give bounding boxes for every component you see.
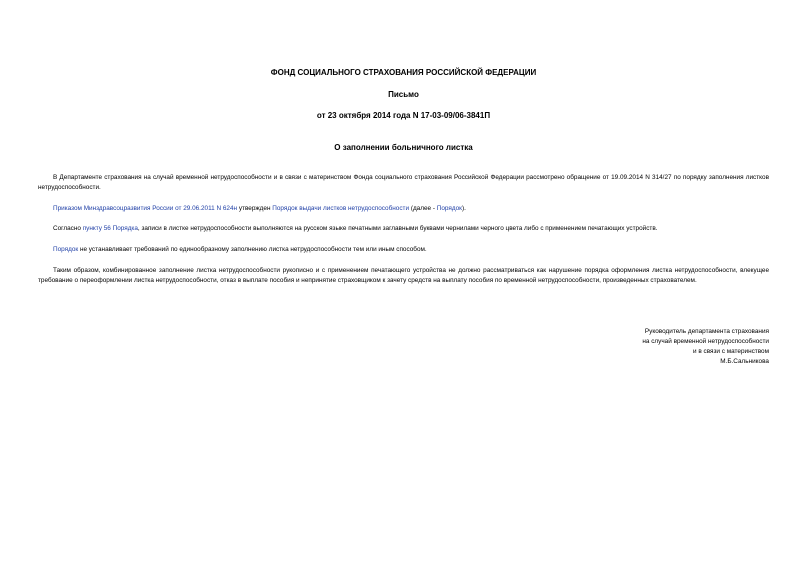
- paragraph-1: В Департаменте страхования на случай временной нетрудоспособности и в связи с материнством Фонда социального страхования Российской Федерации рассмотрено обращение от 19.09.2014 N 314/27 по порядку заполнения листков нетрудоспособности.: [38, 174, 769, 191]
- paragraph-2: [38, 204, 769, 214]
- signature-line-2: на случай временной нетрудоспособности: [642, 338, 769, 345]
- paragraph-3-text-2: , записи в листке нетрудоспособности выполняются на русском языке печатными заглавными буквами чернилами черного цвета либо с применением печатающих устройств.: [137, 225, 658, 232]
- signature-line-1: Руководитель департамента страхования: [644, 328, 769, 335]
- link-procedure-2[interactable]: Порядок: [53, 246, 79, 253]
- paragraph-2-text-1: утвержден: [237, 205, 273, 212]
- link-procedure-issuance[interactable]: Порядок выдачи листков нетрудоспособности: [272, 205, 410, 212]
- link-order-624n[interactable]: Приказом Минздравсоцразвития России от 29.06.2011 N 624н: [53, 205, 238, 212]
- link-procedure[interactable]: Порядок: [436, 205, 462, 212]
- link-point-56[interactable]: пункту 56 Порядка: [82, 225, 138, 232]
- paragraph-4-text-1: не устанавливает требований по единообразному заполнению листка нетрудоспособности тем или иным способом.: [78, 246, 427, 253]
- paragraph-2-text-3: ).: [461, 205, 466, 212]
- signature-name: М.Б.Сальникова: [720, 358, 769, 365]
- paragraph-5: Таким образом, комбинированное заполнение листка нетрудоспособности рукописно и с применением печатающего устройства не должно рассматриваться как нарушение порядка оформления листка нетрудоспособности, влекущее требование о переоформлении листка нетрудоспособности, отказ в выплате пособия и непринятие страховщиком к зачету средств на выплату пособия по временной нетрудоспособности, произведенных страхователем.: [38, 267, 769, 284]
- doc-type: Письмо: [388, 90, 419, 99]
- org-title: ФОНД СОЦИАЛЬНОГО СТРАХОВАНИЯ РОССИЙСКОЙ ФЕДЕРАЦИИ: [270, 68, 537, 77]
- doc-subject: О заполнении больничного листка: [334, 143, 473, 152]
- paragraph-3: [38, 224, 769, 234]
- paragraph-4: [38, 245, 769, 255]
- signature-block: [642, 327, 769, 367]
- doc-date-number: от 23 октября 2014 года N 17-03-09/06-3841П: [316, 111, 491, 120]
- signature-line-3: и в связи с материнством: [692, 348, 769, 355]
- paragraph-3-text-1: Согласно: [53, 225, 83, 232]
- paragraph-2-text-2: (далее -: [409, 205, 437, 212]
